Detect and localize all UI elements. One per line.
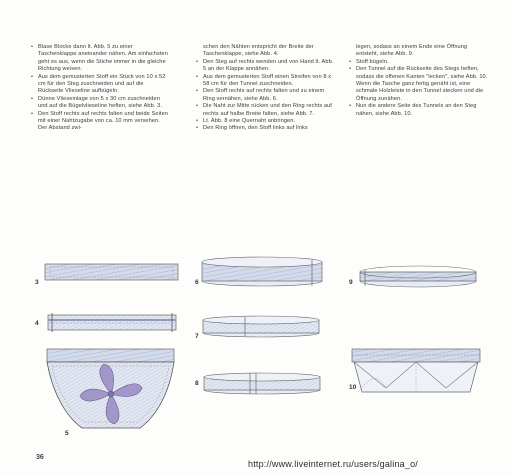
figure-10-tunnel-on-flap xyxy=(352,349,480,392)
figure-number-5: 5 xyxy=(65,430,69,437)
figure-6-ring xyxy=(202,257,322,286)
instruction-item: • Dünne Vlieseinlage von 5 x 30 cm zuschneiden und auf die Bügelvlieseline heften, siehe Abb. 3. xyxy=(31,96,169,111)
instruction-item: • Nun die andere Seite des Tunnels an den Steg nähen, siehe Abb. 10. xyxy=(349,103,489,118)
figure-number-7: 7 xyxy=(195,333,199,340)
figure-3-strip xyxy=(45,264,178,280)
instruction-item: • Blase Blocke dann lt. Abb. 5 zu einer Taschenklappe aneinander nähen. Am einfachsten geht es aus, wenn die Stiche immer in die gleiche Richtung weisen. xyxy=(31,44,169,74)
watermark-url: http://www.liveinternet.ru/users/galina_o/ xyxy=(248,459,418,469)
figure-number-8: 8 xyxy=(195,380,199,387)
page-number: 36 xyxy=(36,454,44,461)
instruction-item: • Lt. Abb. 8 eine Quernaht anbringen. xyxy=(196,118,334,125)
instruction-item-continued: legen, sodass an einem Ende eine Öffnung entsteht, siehe Abb. 9. xyxy=(356,44,468,58)
figure-number-10: 10 xyxy=(349,384,357,391)
figure-4-stitched-strip xyxy=(48,313,176,332)
figure-7-folded-ring xyxy=(203,316,319,337)
instruction-item: • Den Steg auf rechts wenden und von Hand lt. Abb. 5 an der Klappe annähen. xyxy=(196,59,334,74)
instruction-item: • Den Stoff rechts auf rechts falten und zu einem Ring vernähen, siehe Abb. 6. xyxy=(196,88,334,103)
instruction-item: • Den Tunnel auf die Rückseite des Stegs heften, sodass die offenen Kanten "lecken", siehe Abb. 10. Wenn die Tasche ganz fertig genäht ist, eine schmale Holzleiste in den Tunnel stecken und die Öffnung zunähen. xyxy=(349,66,489,103)
figure-9-open-ring xyxy=(360,266,476,287)
instruction-item: • Aus dem gemusterten Stoff einen Streifen von 8 x 58 cm für den Tunnel zuschneiden. xyxy=(196,74,334,89)
figure-number-4: 4 xyxy=(35,320,39,327)
figure-number-3: 3 xyxy=(35,279,39,286)
instruction-item: • Stoff bügeln. xyxy=(349,59,489,66)
instruction-item: • Die Naht zur Mitte rücken und den Ring rechts auf rechts auf halbe Breite falten, siehe Abb. 7. xyxy=(196,103,334,118)
figure-5-flap-with-flower xyxy=(47,349,174,428)
instruction-item: • Den Stoff rechts auf rechts falten und beide Seiten mit einer Nahtzugabe von ca. 10 mm versehen. Der Abstand zwi- xyxy=(31,111,169,133)
instruction-item: • Aus dem gemusterten Stoff ein Stück von 10 x 52 cm für den Steg zuschneiden und auf die Rückseite Vlieseline aufbügeln. xyxy=(31,74,169,96)
instruction-item-continued: schen den Nähten entspricht der Breite der Taschenklappe, siehe Abb. 4. xyxy=(203,44,314,58)
instruction-item: • Den Ring öffnen, den Stoff links auf links xyxy=(196,125,334,132)
figure-number-6: 6 xyxy=(195,279,199,286)
figure-number-9: 9 xyxy=(349,279,353,286)
figure-8-cross-seam xyxy=(204,373,320,394)
